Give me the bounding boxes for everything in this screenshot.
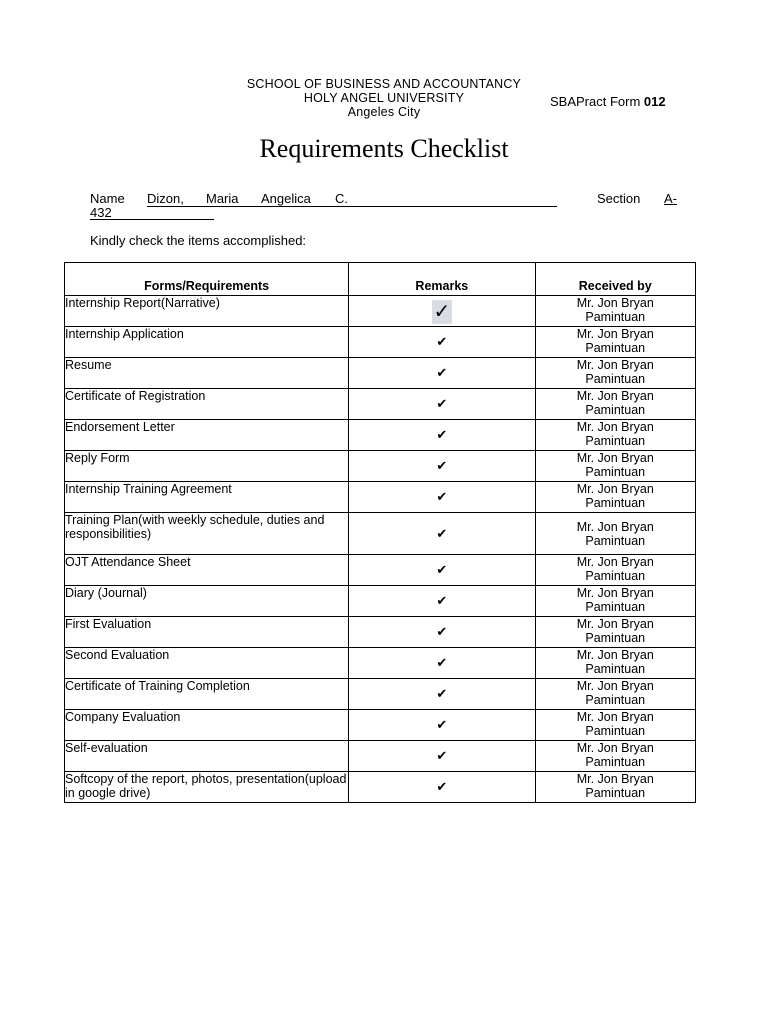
form-code-prefix: SBAPract Form	[550, 94, 644, 109]
requirement-cell: Training Plan(with weekly schedule, duties and responsibilities)	[65, 513, 349, 555]
received-line1: Mr. Jon Bryan	[576, 420, 654, 434]
table-row	[65, 679, 696, 710]
check-icon: ✔	[436, 525, 448, 541]
remark-cell	[349, 586, 535, 617]
received-cell	[535, 389, 696, 420]
received-line2: Pamintuan	[585, 569, 646, 583]
remark-cell	[349, 296, 535, 327]
requirement-cell: Self-evaluation	[65, 741, 349, 772]
table-row	[65, 420, 696, 451]
received-line2: Pamintuan	[585, 533, 646, 548]
received-line2: Pamintuan	[585, 693, 646, 707]
section-value-prefix: A-	[664, 191, 677, 206]
received-cell	[535, 513, 696, 555]
table-row	[65, 358, 696, 389]
table-row	[65, 710, 696, 741]
instruction-text: Kindly check the items accomplished:	[90, 233, 307, 248]
section-value-field	[90, 205, 214, 220]
city-name: Angeles City	[347, 105, 421, 119]
received-line2: Pamintuan	[585, 372, 646, 386]
requirement-cell: Company Evaluation	[65, 710, 349, 741]
table-row	[65, 648, 696, 679]
remark-cell	[349, 741, 535, 772]
name-first: Maria	[206, 191, 239, 206]
table-row	[65, 555, 696, 586]
check-icon: ✔	[436, 655, 448, 670]
received-cell	[535, 482, 696, 513]
remark-cell	[349, 513, 535, 555]
name-middle: Angelica	[261, 191, 311, 206]
table-header-row	[65, 263, 696, 296]
received-line2: Pamintuan	[585, 600, 646, 614]
received-cell	[535, 420, 696, 451]
remark-cell	[349, 389, 535, 420]
form-code-number: 012	[643, 94, 666, 109]
check-icon: ✔	[436, 396, 448, 411]
requirements-table	[64, 262, 696, 803]
form-code	[550, 94, 666, 109]
table-row	[65, 772, 696, 803]
table-row	[65, 617, 696, 648]
requirement-cell: Certificate of Training Completion	[65, 679, 349, 710]
header-received-by: Received by	[535, 263, 696, 296]
received-line2: Pamintuan	[585, 662, 646, 676]
received-cell	[535, 358, 696, 389]
remark-cell	[349, 451, 535, 482]
page-title: Requirements Checklist	[259, 134, 509, 163]
received-line2: Pamintuan	[585, 496, 646, 510]
check-icon: ✔	[436, 489, 448, 504]
check-icon: ✔	[436, 686, 448, 701]
table-row	[65, 389, 696, 420]
school-name: SCHOOL OF BUSINESS AND ACCOUNTANCY	[246, 77, 522, 91]
remark-cell	[349, 358, 535, 389]
remark-cell	[349, 555, 535, 586]
received-line1: Mr. Jon Bryan	[576, 327, 654, 341]
requirement-cell: Softcopy of the report, photos, presentation(upload in google drive)	[65, 772, 349, 803]
remark-cell	[349, 648, 535, 679]
check-icon: ✔	[436, 427, 448, 442]
check-icon: ✔	[436, 458, 448, 473]
requirement-cell: Reply Form	[65, 451, 349, 482]
remark-cell	[349, 482, 535, 513]
received-line2: Pamintuan	[585, 755, 646, 769]
received-cell	[535, 648, 696, 679]
received-line1: Mr. Jon Bryan	[576, 555, 654, 569]
received-cell	[535, 327, 696, 358]
check-icon: ✔	[436, 779, 448, 794]
received-cell	[535, 617, 696, 648]
received-line1: Mr. Jon Bryan	[576, 519, 654, 534]
received-cell	[535, 710, 696, 741]
received-line1: Mr. Jon Bryan	[576, 586, 654, 600]
section-value-number: 432	[90, 205, 112, 220]
received-cell	[535, 772, 696, 803]
received-line2: Pamintuan	[585, 786, 646, 800]
received-line2: Pamintuan	[585, 341, 646, 355]
remark-cell	[349, 420, 535, 451]
section-label: Section	[597, 191, 641, 206]
remark-cell	[349, 617, 535, 648]
university-name: HOLY ANGEL UNIVERSITY	[303, 91, 465, 105]
remark-cell	[349, 679, 535, 710]
requirement-cell: OJT Attendance Sheet	[65, 555, 349, 586]
received-cell	[535, 741, 696, 772]
check-icon: ✔	[436, 717, 448, 732]
requirement-cell: Certificate of Registration	[65, 389, 349, 420]
received-line2: Pamintuan	[585, 434, 646, 448]
check-icon: ✔	[436, 334, 448, 349]
name-last: Dizon,	[147, 191, 184, 206]
requirement-cell: Second Evaluation	[65, 648, 349, 679]
received-line1: Mr. Jon Bryan	[576, 741, 654, 755]
check-icon: ✔	[436, 624, 448, 639]
received-cell	[535, 555, 696, 586]
table-row	[65, 482, 696, 513]
received-line2: Pamintuan	[585, 465, 646, 479]
received-line2: Pamintuan	[585, 403, 646, 417]
received-line1: Mr. Jon Bryan	[576, 617, 654, 631]
received-cell	[535, 296, 696, 327]
requirement-cell: Internship Application	[65, 327, 349, 358]
requirement-cell: Diary (Journal)	[65, 586, 349, 617]
received-cell	[535, 679, 696, 710]
header-requirements: Forms/Requirements	[65, 263, 349, 296]
check-icon: ✔	[436, 365, 448, 380]
requirement-cell: Internship Report(Narrative)	[65, 296, 349, 327]
received-line1: Mr. Jon Bryan	[576, 358, 654, 372]
table-row	[65, 451, 696, 482]
header-remarks: Remarks	[349, 263, 535, 296]
table-row	[65, 741, 696, 772]
received-line1: Mr. Jon Bryan	[576, 296, 654, 310]
name-initial: C.	[335, 191, 348, 206]
received-line1: Mr. Jon Bryan	[576, 648, 654, 662]
received-line1: Mr. Jon Bryan	[576, 389, 654, 403]
requirement-cell: Internship Training Agreement	[65, 482, 349, 513]
check-icon: ✔	[436, 748, 448, 763]
table-row	[65, 586, 696, 617]
received-line2: Pamintuan	[585, 631, 646, 645]
table-row	[65, 513, 696, 555]
received-line2: Pamintuan	[585, 310, 646, 324]
received-line1: Mr. Jon Bryan	[576, 451, 654, 465]
check-icon: ✔	[436, 562, 448, 577]
table-row	[65, 296, 696, 327]
remark-cell	[349, 710, 535, 741]
table-row	[65, 327, 696, 358]
name-label: Name	[90, 191, 125, 206]
received-line1: Mr. Jon Bryan	[576, 482, 654, 496]
received-line1: Mr. Jon Bryan	[576, 710, 654, 724]
received-cell	[535, 451, 696, 482]
remark-cell	[349, 772, 535, 803]
received-line2: Pamintuan	[585, 724, 646, 738]
requirement-cell: First Evaluation	[65, 617, 349, 648]
received-cell	[535, 586, 696, 617]
received-line1: Mr. Jon Bryan	[576, 772, 654, 786]
check-icon: ✔	[436, 593, 448, 608]
check-icon: ✓	[433, 301, 451, 323]
requirement-cell: Endorsement Letter	[65, 420, 349, 451]
requirement-cell: Resume	[65, 358, 349, 389]
remark-cell	[349, 327, 535, 358]
received-line1: Mr. Jon Bryan	[576, 679, 654, 693]
